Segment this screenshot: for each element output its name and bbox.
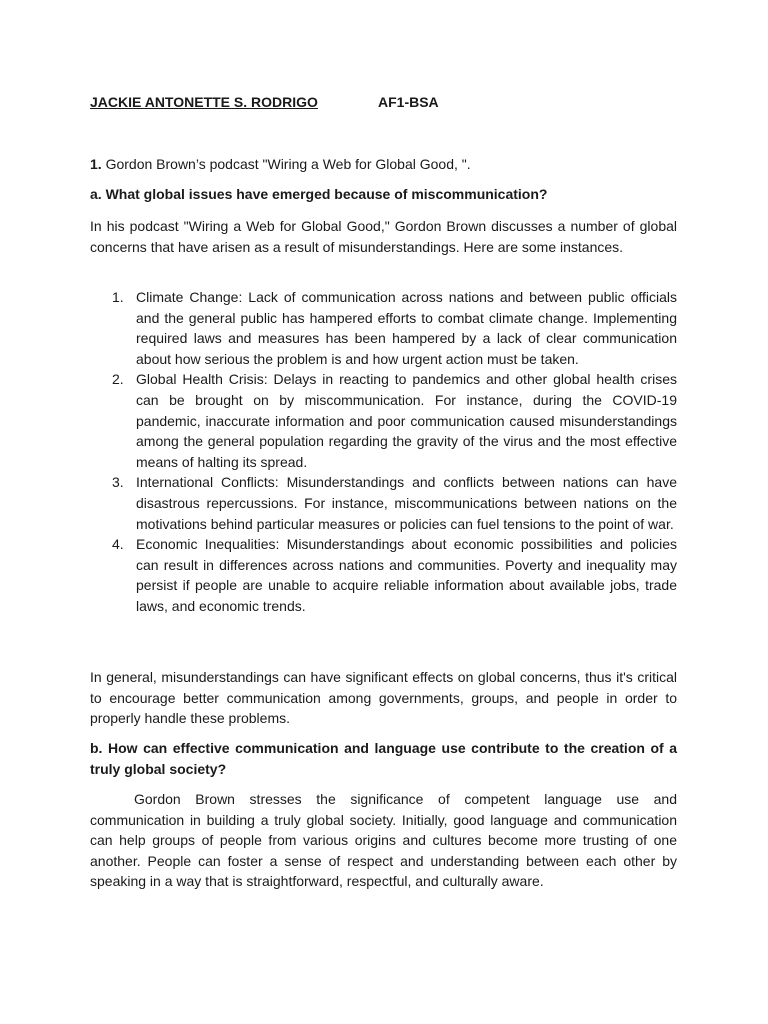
list-item-number: 3. xyxy=(112,474,124,491)
list-item xyxy=(90,287,677,369)
list-item-text: Economic Inequalities: Misunderstandings about economic possibilities and policies can result in differences across nations and communities. Poverty and inequality may persist if people are unable to acquire reliable information about available jobs, trade laws, and economic trends. xyxy=(136,536,677,614)
list-item xyxy=(90,369,677,472)
question-b-heading: b. How can effective communication and language use contribute to the creation of a truly global society? xyxy=(90,740,677,777)
section-a-intro: In his podcast "Wiring a Web for Global Good," Gordon Brown discusses a number of global concerns that have arisen as a result of misunderstandings. Here are some instances. xyxy=(90,218,677,255)
list-item xyxy=(90,534,677,616)
list-item-number: 4. xyxy=(112,536,124,553)
section-a-conclusion: In general, misunderstandings can have significant effects on global concerns, thus it's critical to encourage better communication among governments, groups, and people in order to properly handle these problems. xyxy=(90,669,677,727)
question-1-number: 1. xyxy=(90,156,102,172)
document-header xyxy=(90,94,439,110)
list-item-text: Global Health Crisis: Delays in reacting to pandemics and other global health crises can be brought on by miscommunication. For instance, during the COVID-19 pandemic, inaccurate information and poor communication caused misunderstandings among the general population regarding the gravity of the virus and the most effective means of halting its spread. xyxy=(136,371,677,470)
list-item-number: 1. xyxy=(112,289,124,305)
section-b-answer: Gordon Brown stresses the significance of competent language use and communication in building a truly global society. Initially, good language and communication can help groups of people from various origins and cultures become more trusting of one another. People can foster a sense of respect and understanding between each other by speaking in a way that is straightforward, respectful, and culturally aware. xyxy=(90,791,677,890)
list-item-number: 2. xyxy=(112,371,124,388)
issues-list xyxy=(90,287,677,617)
author-name: JACKIE ANTONETTE S. RODRIGO xyxy=(90,94,318,110)
list-item-text: International Conflicts: Misunderstandings and conflicts between nations can have disastrous repercussions. For instance, miscommunications between nations on the motivations behind particular measures or policies can fuel tensions to the point of war. xyxy=(136,474,677,532)
course-code: AF1-BSA xyxy=(378,94,439,110)
list-item-text: Climate Change: Lack of communication across nations and between public officials and the general public has hampered efforts to combat climate change. Implementing required laws and measures has been hampered by a lack of clear communication about how serious the problem is and how urgent action must be taken. xyxy=(136,289,677,367)
list-item xyxy=(90,472,677,534)
question-a-heading: a. What global issues have emerged because of miscommunication? xyxy=(90,186,548,202)
question-1 xyxy=(90,156,471,172)
question-1-text: Gordon Brown’s podcast "Wiring a Web for Global Good, ". xyxy=(101,156,471,172)
